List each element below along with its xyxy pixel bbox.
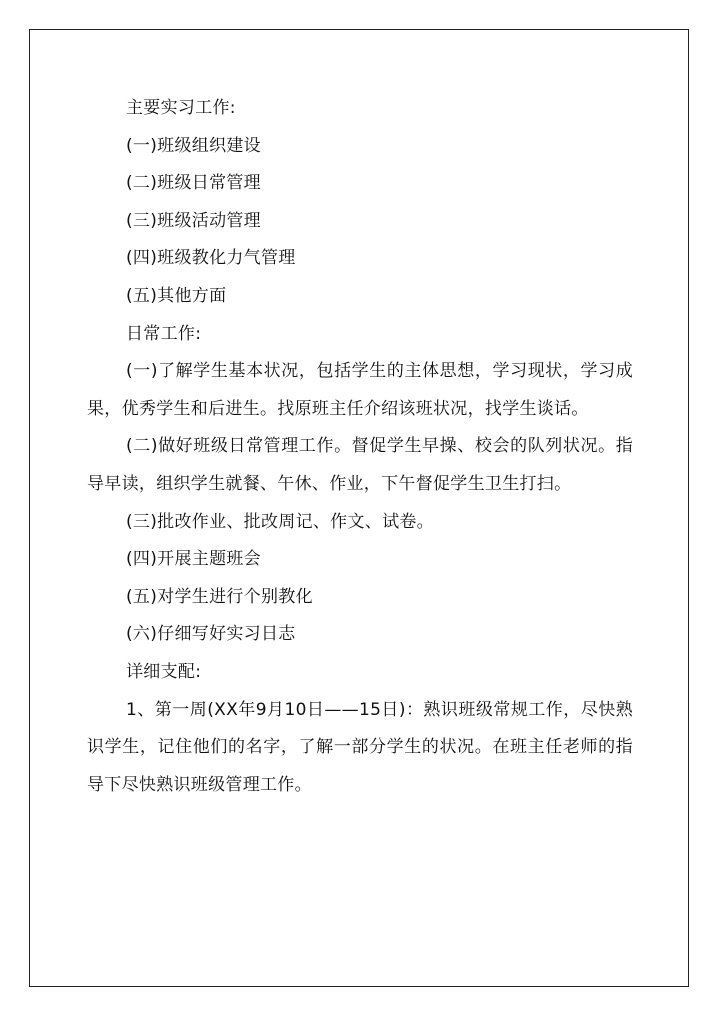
main-task-item: (四)班级教化力气管理: [126, 248, 296, 269]
main-task-item: (一)班级组织建设: [126, 135, 261, 156]
daily-work-item: (六)仔细写好实习日志: [126, 624, 296, 645]
heading-main-tasks: 主要实习工作:: [126, 98, 236, 118]
daily-work-item: (三)批改作业、批改周记、作文、试卷。: [126, 511, 434, 532]
heading-schedule: 详细支配:: [126, 661, 202, 682]
heading-daily-work: 日常工作:: [126, 323, 202, 344]
daily-work-paragraph: (一)了解学生基本状况，包括学生的主体思想，学习现状，学习成果，优秀学生和后进生。找原班主任介绍该班状况，找学生谈话。: [87, 361, 633, 419]
schedule-paragraph: 1、第一周(XX年9月10日——15日)：熟识班级常规工作，尽快熟识学生，记住他们的名字，了解一部分学生的状况。在班主任老师的指导下尽快熟识班级管理工作。: [87, 699, 633, 795]
daily-work-item: (四)开展主题班会: [126, 549, 261, 570]
main-task-item: (三)班级活动管理: [126, 210, 261, 231]
daily-work-paragraph: (二)做好班级日常管理工作。督促学生早操、校会的队列状况。指导早读，组织学生就餐、午休、作业，下午督促学生卫生打扫。: [87, 436, 633, 494]
daily-work-item: (五)对学生进行个别教化: [126, 586, 313, 607]
main-task-item: (二)班级日常管理: [126, 173, 261, 194]
main-task-item: (五)其他方面: [126, 285, 227, 306]
document-body: [87, 90, 633, 804]
